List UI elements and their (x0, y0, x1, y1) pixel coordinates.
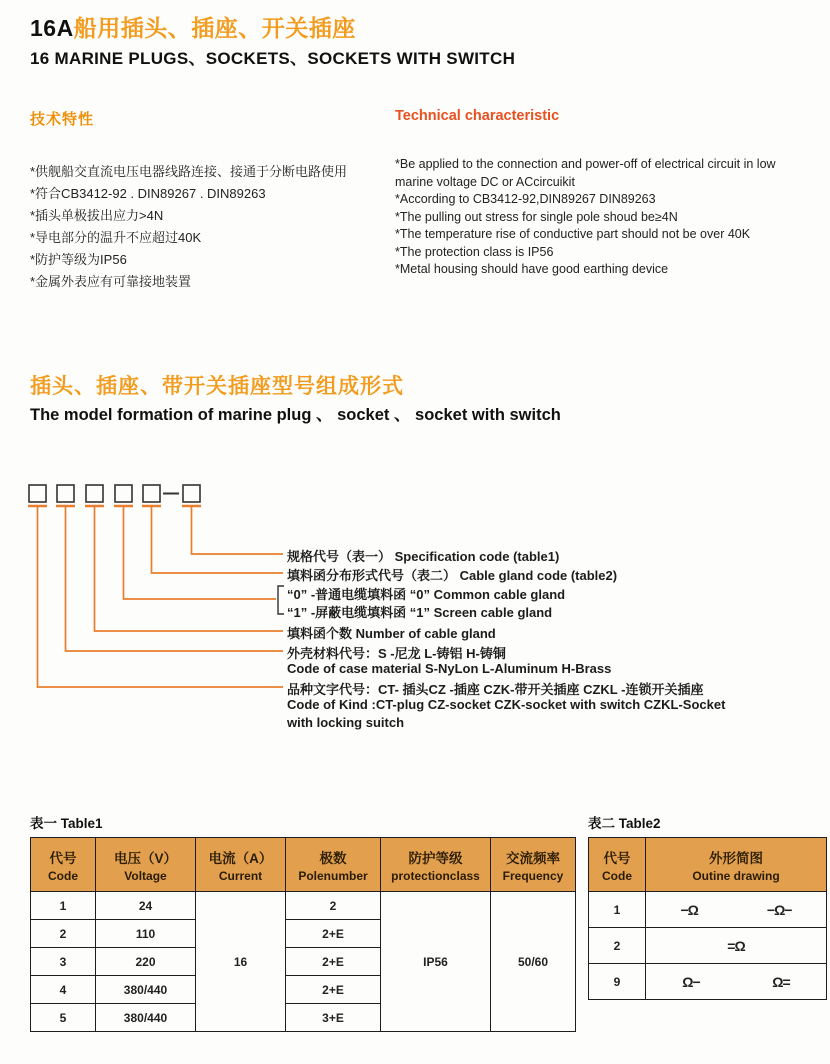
cell-voltage: 24 (96, 892, 196, 920)
table2-section (588, 812, 827, 1000)
model-heading-en: The model formation of marine plug 、 socket 、 socket with switch (30, 406, 561, 424)
table2-caption: 表二 Table2 (588, 816, 661, 831)
cell-code: 2 (589, 928, 646, 964)
cell-drawing (646, 892, 827, 928)
cell-code: 4 (31, 976, 96, 1004)
gland-symbol-icon: Ω= (772, 973, 790, 990)
code-box (115, 485, 132, 502)
connector-gland-code (152, 506, 284, 573)
code-box (29, 485, 46, 502)
cell-drawing (646, 964, 827, 1000)
cell-code: 5 (31, 1004, 96, 1032)
tech-cn-item: *金属外表应有可靠接地装置 (30, 274, 192, 289)
cell-protection: IP56 (381, 892, 491, 1032)
label-common-cable-gland: “0” -普通电缆填料函 “0” Common cable gland (287, 587, 566, 602)
model-code-diagram (0, 480, 830, 780)
cell-pole: 2+E (286, 976, 381, 1004)
label-cable-gland-code: 填料函分布形式代号（表二） Cable gland code (table2) (287, 568, 618, 583)
tech-en-heading: Technical characteristic (395, 108, 560, 124)
tech-cn-item: *导电部分的温升不应超过40K (30, 230, 202, 245)
table1-caption: 表一 Table1 (30, 816, 103, 831)
code-box (183, 485, 200, 502)
table-row (31, 892, 576, 920)
tech-characteristics-cn (30, 108, 382, 293)
tech-en-item: *According to CB3412-92,DIN89267 DIN89263 (395, 192, 656, 206)
table1-specifications (30, 837, 576, 1032)
tech-cn-heading: 技术特性 (30, 111, 95, 128)
label-screen-cable-gland: “1” -屏蔽电缆填料函 “1” Screen cable gland (287, 605, 553, 620)
cell-code: 2 (31, 920, 96, 948)
cell-code: 1 (589, 892, 646, 928)
page-subtitle: 16 MARINE PLUGS、SOCKETS、SOCKETS WITH SWITCH (30, 49, 516, 68)
cell-voltage: 380/440 (96, 1004, 196, 1032)
table-row (589, 964, 827, 1000)
cell-frequency: 50/60 (491, 892, 576, 1032)
cell-voltage: 220 (96, 948, 196, 976)
cell-pole: 3+E (286, 1004, 381, 1032)
tech-en-item: *Be applied to the connection and power-off of electrical circuit in low marine voltage DC or ACcircuikit (395, 157, 776, 189)
cell-voltage: 380/440 (96, 976, 196, 1004)
table1-section (30, 812, 576, 1032)
label-case-material-en: Code of case material S-NyLon L-Aluminum H-Brass (287, 661, 612, 676)
label-specification-code: 规格代号（表一） Specification code (table1) (287, 549, 560, 564)
title-chinese: 船用插头、插座、开关插座 (73, 15, 356, 41)
tech-en-list (395, 156, 815, 279)
model-heading-cn: 插头、插座、带开关插座型号组成形式 (30, 375, 404, 398)
connector-case-material (66, 506, 284, 651)
label-gland-number: 填料函个数 Number of cable gland (287, 626, 496, 641)
connector-gland-type (124, 506, 277, 599)
tech-en-item: *The protection class is IP56 (395, 244, 554, 259)
model-formation-heading (30, 370, 561, 425)
table2-header-row (589, 838, 827, 892)
table-row (589, 892, 827, 928)
cell-code: 9 (589, 964, 646, 1000)
label-case-material-cn: 外壳材料代号：S -尼龙 L-铸铝 H-铸铜 (287, 646, 506, 661)
table1-header-code: 代号 Code (31, 838, 96, 892)
gland-symbol-icon: =Ω (727, 937, 745, 954)
code-box (143, 485, 160, 502)
tech-cn-item: *插头单极拔出应力>4N (30, 208, 164, 223)
cell-pole: 2+E (286, 948, 381, 976)
tech-en-item: *Metal housing should have good earthing device (395, 262, 669, 276)
cell-code: 1 (31, 892, 96, 920)
page-title (30, 10, 515, 43)
cell-pole: 2+E (286, 920, 381, 948)
table2-header-code: 代号 Code (589, 838, 646, 892)
table1-header-polenumber: 极数 Polenumber (286, 838, 381, 892)
label-kind-code-en1: Code of Kind :CT-plug CZ-socket CZK-socket with switch CZKL-Socket (287, 697, 726, 712)
tech-cn-item: *供舰船交直流电压电器线路连接、接通于分断电路使用 (30, 164, 348, 179)
code-box (57, 485, 74, 502)
tech-en-item: *The pulling out stress for single pole shoud be≥4N (395, 209, 678, 224)
cell-current: 16 (196, 892, 286, 1032)
option-bracket (278, 586, 284, 614)
connector-kind (38, 506, 284, 687)
table2-outline-drawings (588, 837, 827, 1000)
page-header (30, 10, 515, 69)
table2-header-drawing: 外形简图 Outine drawing (646, 838, 827, 892)
cell-code: 3 (31, 948, 96, 976)
gland-symbol-icon: Ω− (682, 973, 700, 990)
gland-symbol-icon: −Ω (680, 901, 698, 918)
gland-symbol-icon: −Ω− (766, 901, 792, 918)
table-row (589, 928, 827, 964)
tech-cn-item: *防护等级为IP56 (30, 252, 127, 267)
table1-header-protection: 防护等级 protectionclass (381, 838, 491, 892)
tech-cn-list (30, 161, 382, 293)
table1-header-current: 电流（A） Current (196, 838, 286, 892)
connector-spec (192, 506, 284, 554)
cell-drawing (646, 928, 827, 964)
tech-cn-item: *符合CB3412-92 . DIN89267 . DIN89263 (30, 186, 266, 201)
title-prefix: 16A (30, 15, 74, 41)
cell-pole: 2 (286, 892, 381, 920)
cell-voltage: 110 (96, 920, 196, 948)
label-kind-code-cn: 品种文字代号：CT- 插头CZ -插座 CZK-带开关插座 CZKL -连锁开关插座 (287, 682, 704, 697)
tech-characteristics-en (395, 108, 815, 279)
label-kind-code-en2: with locking suitch (287, 715, 405, 730)
tech-en-item: *The temperature rise of conductive part should not be over 40K (395, 227, 751, 241)
table1-header-row (31, 838, 576, 892)
table1-header-voltage: 电压（V） Voltage (96, 838, 196, 892)
table1-header-frequency: 交流频率 Frequency (491, 838, 576, 892)
code-box (86, 485, 103, 502)
